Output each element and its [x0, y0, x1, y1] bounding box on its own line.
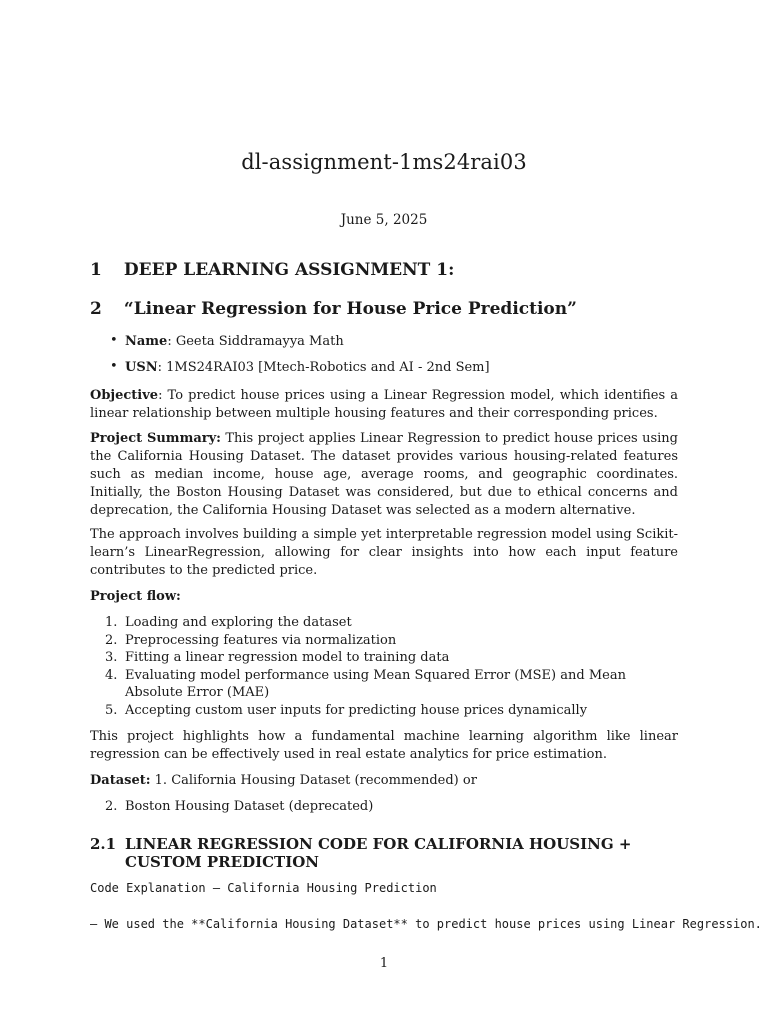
bullet-label: Name: [125, 334, 168, 349]
dataset-label: Dataset:: [90, 773, 151, 788]
section-heading-2: [90, 299, 690, 319]
highlight-paragraph: This project highlights how a fundamental machine learning algorithm like linear regression can be effectively used in real estate analytics for price estimation.: [90, 729, 678, 762]
approach-paragraph: The approach involves building a simple yet interpretable regression model using Scikit-learn’s LinearRegression, allowing for clear insights into how each input feature contributes to the predicted price.: [90, 527, 678, 578]
bullet-text: : Geeta Siddramayya Math: [167, 334, 344, 349]
section-number: 2: [90, 299, 102, 319]
dataset-list: [90, 798, 680, 816]
section-number: 1: [90, 260, 102, 280]
section-title: DEEP LEARNING ASSIGNMENT 1:: [123, 260, 455, 280]
code-line: – We used the **California Housing Dataset** to predict house prices using Linear Regression.: [90, 917, 762, 931]
document-title: dl-assignment-1ms24rai03: [241, 150, 527, 174]
bullet-icon: •: [110, 333, 118, 348]
section-title: “Linear Regression for House Price Prediction”: [123, 299, 577, 319]
bullet-icon: •: [110, 359, 118, 374]
document-date: June 5, 2025: [340, 212, 428, 228]
list-item: 2. Preprocessing features via normalization: [105, 632, 397, 648]
info-bullet-list: [90, 334, 690, 384]
page-number: 1: [379, 956, 389, 971]
list-item: 1. Loading and exploring the dataset: [105, 615, 352, 630]
bullet-label: USN: [125, 360, 158, 375]
summary-label: Project Summary:: [90, 431, 221, 446]
dataset-line: [90, 772, 678, 790]
list-item: 4. Evaluating model performance using Mean Squared Error (MSE) and Mean Absolute Error (MAE): [105, 667, 626, 700]
list-item: 3. Fitting a linear regression model to training data: [105, 650, 450, 665]
objective-paragraph: [90, 387, 678, 423]
subsection-number: 2.1: [90, 835, 117, 853]
section-heading-1: [90, 260, 690, 280]
bullet-text: : 1MS24RAI03 [Mtech-Robotics and AI - 2nd Sem]: [157, 360, 490, 375]
list-item: 5. Accepting custom user inputs for predicting house prices dynamically: [105, 702, 588, 718]
subsection-heading: [90, 835, 680, 871]
code-line: Code Explanation – California Housing Prediction: [90, 881, 437, 895]
project-flow-label: Project flow:: [90, 589, 181, 604]
list-item: 2. Boston Housing Dataset (deprecated): [105, 799, 374, 814]
subsection-title: LINEAR REGRESSION CODE FOR CALIFORNIA HOUSING + CUSTOM PREDICTION: [125, 835, 632, 871]
objective-text: : To predict house prices using a Linear Regression model, which identifies a linear relationship between multiple housing features and their corresponding prices.: [90, 388, 678, 421]
objective-label: Objective: [90, 388, 159, 403]
dataset-first: 1. California Housing Dataset (recommended) or: [150, 773, 477, 788]
summary-paragraph: [90, 430, 678, 520]
project-flow-list: [90, 614, 680, 719]
summary-text: This project applies Linear Regression to predict house prices using the California Housing Dataset. The dataset provides various housing-related features such as median income, house age, average rooms, and geographic coordinates. Initially, the Boston Housing Dataset was considered, but due to ethical concerns and deprecation, the California Housing Dataset was selected as a modern alternative.: [90, 431, 678, 518]
